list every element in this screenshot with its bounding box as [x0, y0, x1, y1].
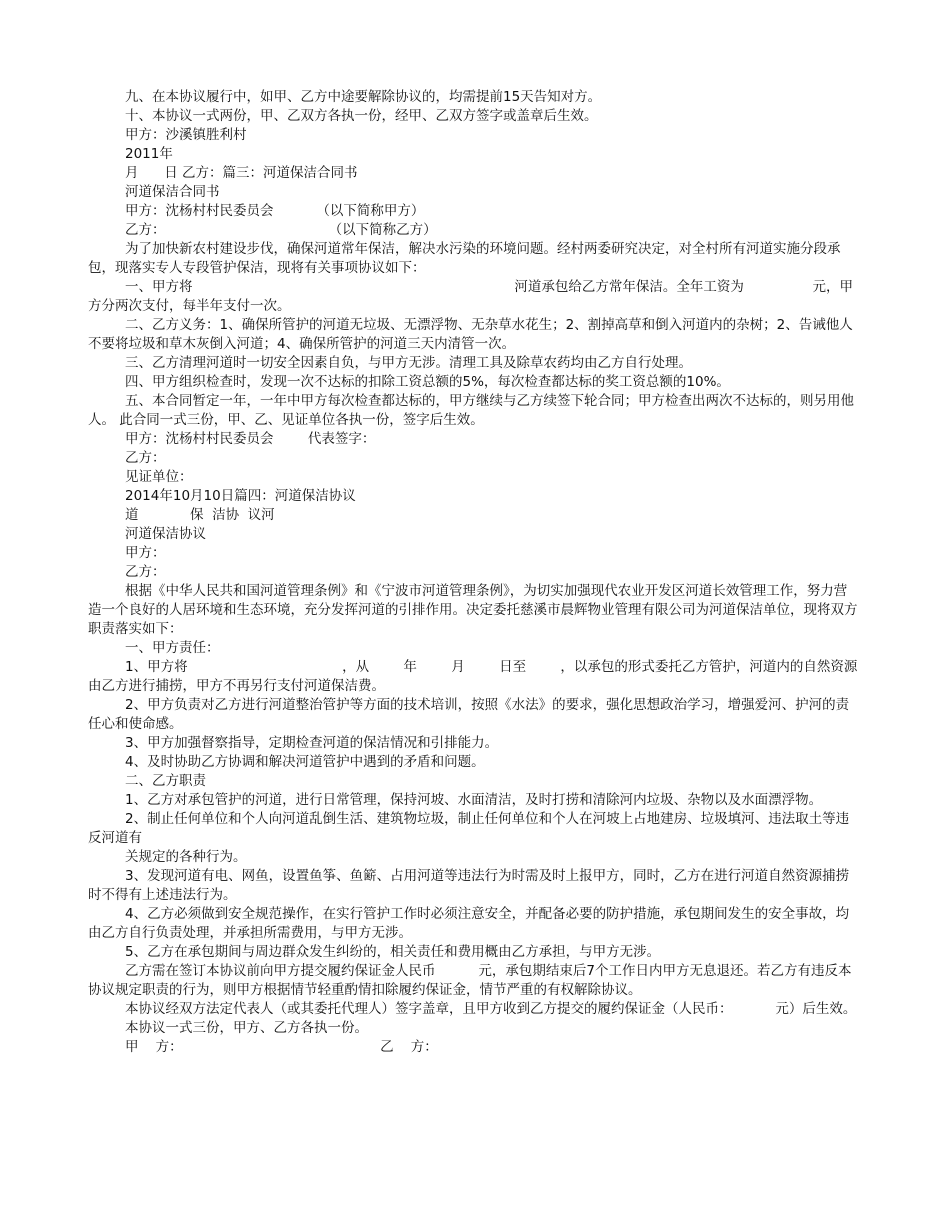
- party-a-duty-2: 2、甲方负责对乙方进行河道整治管护等方面的技术培训，按照《水法》的要求，强化思想政治学习，增强爱河、护河的责任心和使命感。: [88, 697, 850, 732]
- clause-two: 二、乙方义务：1、确保所管护的河道无垃圾、无漂浮物、无杂草水花生；2、割掉高草和倒入河道内的杂树；2、告诫他人不要将垃圾和草木灰倒入河道；4、确保所管护的河道三天内清管一次。: [88, 317, 853, 352]
- party-b-sign-line: 乙方：: [125, 450, 166, 466]
- party-b-duty-2-cont: 关规定的各种行为。: [125, 849, 247, 865]
- party-b-line: 乙方： （以下简称乙方）: [125, 222, 437, 238]
- clause-nine: 九、在本协议履行中，如甲、乙方中途要解除协议的，均需提前15天告知对方。: [125, 89, 602, 105]
- date-and-section-four: 2014年10月10日篇四：河道保洁协议: [125, 488, 356, 504]
- clause-five: 五、本合同暂定一年，一年中甲方每次检查都达标的，甲方继续与乙方续签下轮合同；甲方检查出两次不达标的，则另用他人。 此合同一式三份，甲、乙、见证单位各执一份，签字后生效。: [88, 393, 854, 428]
- party-b-duty-1: 1、乙方对承包管护的河道，进行日常管理，保持河坡、水面清洁，及时打捞和清除河内垃圾、杂物以及水面漂浮物。: [125, 792, 823, 808]
- date-year: 2011年: [125, 146, 173, 162]
- party-b-duty-5: 5、乙方在承包期间与周边群众发生纠纷的，相关责任和费用概由乙方承担，与甲方无涉。: [125, 944, 661, 960]
- party-b-duty-4: 4、乙方必须做到安全规范操作，在实行管护工作时必须注意安全，并配备必要的防护措施，承包期间发生的安全事故，均由乙方自行负责处理，并承担所需费用，与甲方无涉。: [88, 906, 850, 941]
- contract-title: 河道保洁合同书: [125, 184, 220, 200]
- party-a-sign-line: 甲方：沈杨村村民委员会 代表签字：: [125, 431, 376, 447]
- party-a-line: 甲方：沈杨村村民委员会 （以下简称甲方）: [125, 203, 425, 219]
- party-b-duty-2: 2、制止任何单位和个人向河道乱倒生活、建筑物垃圾，制止任何单位和个人在河坡上占地建房、垃圾填河、违法取土等违反河道有: [88, 811, 850, 846]
- witness-line: 见证单位：: [125, 469, 193, 485]
- party-a-duty-4: 4、及时协助乙方协调和解决河道管护中遇到的矛盾和问题。: [125, 754, 485, 770]
- party-b-duties-heading: 二、乙方职责: [125, 773, 206, 789]
- agreement-title: 河道保洁协议: [125, 526, 206, 542]
- party-a-duty-1: 1、甲方将 ，从 年 月 日至 ，以承包的形式委托乙方管护，河道内的自然资源由乙方进行捕捞，甲方不再另行支付河道保洁费。: [88, 659, 858, 694]
- scrambled-title: 道 保 洁协 议河: [125, 507, 275, 523]
- party-a-signature: 甲方：沙溪镇胜利村: [125, 127, 247, 143]
- clause-one: 一、甲方将 河道承包给乙方常年保洁。全年工资为 元，甲方分两次支付，每半年支付一次。: [88, 279, 854, 314]
- intro-paragraph: 为了加快新农村建设步伐，确保河道常年保洁，解决水污染的环境问题。经村两委研究决定，对全村所有河道实施分段承包，现落实专人专段管护保洁，现将有关事项协议如下：: [88, 241, 841, 276]
- party-a-duty-3: 3、甲方加强督察指导，定期检查河道的保洁情况和引排能力。: [125, 735, 499, 751]
- party-a-duties-heading: 一、甲方责任：: [125, 640, 220, 656]
- date-month-day-line: 月 日 乙方：篇三：河道保洁合同书: [125, 165, 358, 181]
- document-body: [88, 88, 860, 1057]
- party-b-blank: 乙方：: [125, 564, 166, 580]
- signature-line: 甲 方： 乙 方：: [125, 1039, 438, 1055]
- party-a-blank: 甲方：: [125, 545, 166, 561]
- copies-paragraph: 本协议一式三份，甲方、乙方各执一份。: [125, 1020, 368, 1036]
- party-b-duty-3: 3、发现河道有电、网鱼，设置鱼筝、鱼簖、占用河道等违法行为时需及时上报甲方，同时，乙方在进行河道自然资源捕捞时不得有上述违法行为。: [88, 868, 850, 903]
- clause-three: 三、乙方清理河道时一切安全因素自负，与甲方无涉。清理工具及除草农药均由乙方自行处理。: [125, 355, 692, 371]
- clause-ten: 十、本协议一式两份，甲、乙双方各执一份，经甲、乙双方签字或盖章后生效。: [125, 108, 598, 124]
- clause-four: 四、甲方组织检查时，发现一次不达标的扣除工资总额的5%，每次检查都达标的奖工资总额的10%。: [125, 374, 730, 390]
- deposit-paragraph: 乙方需在签订本协议前向甲方提交履约保证金人民币 元，承包期结束后7个工作日内甲方无息退还。若乙方有违反本协议规定职责的行为，则甲方根据情节轻重酌情扣除履约保证金，情节严重的有权解除协议。: [88, 963, 852, 998]
- basis-paragraph: 根据《中华人民共和国河道管理条例》和《宁波市河道管理条例》，为切实加强现代农业开发区河道长效管理工作，努力营造一个良好的人居环境和生态环境，充分发挥河道的引排作用。决定委托慈溪市晨辉物业管理有限公司为河道保洁单位，现将双方职责落实如下：: [88, 583, 858, 637]
- effectiveness-paragraph: 本协议经双方法定代表人（或其委托代理人）签字盖章，且甲方收到乙方提交的履约保证金（人民币： 元）后生效。: [125, 1001, 857, 1017]
